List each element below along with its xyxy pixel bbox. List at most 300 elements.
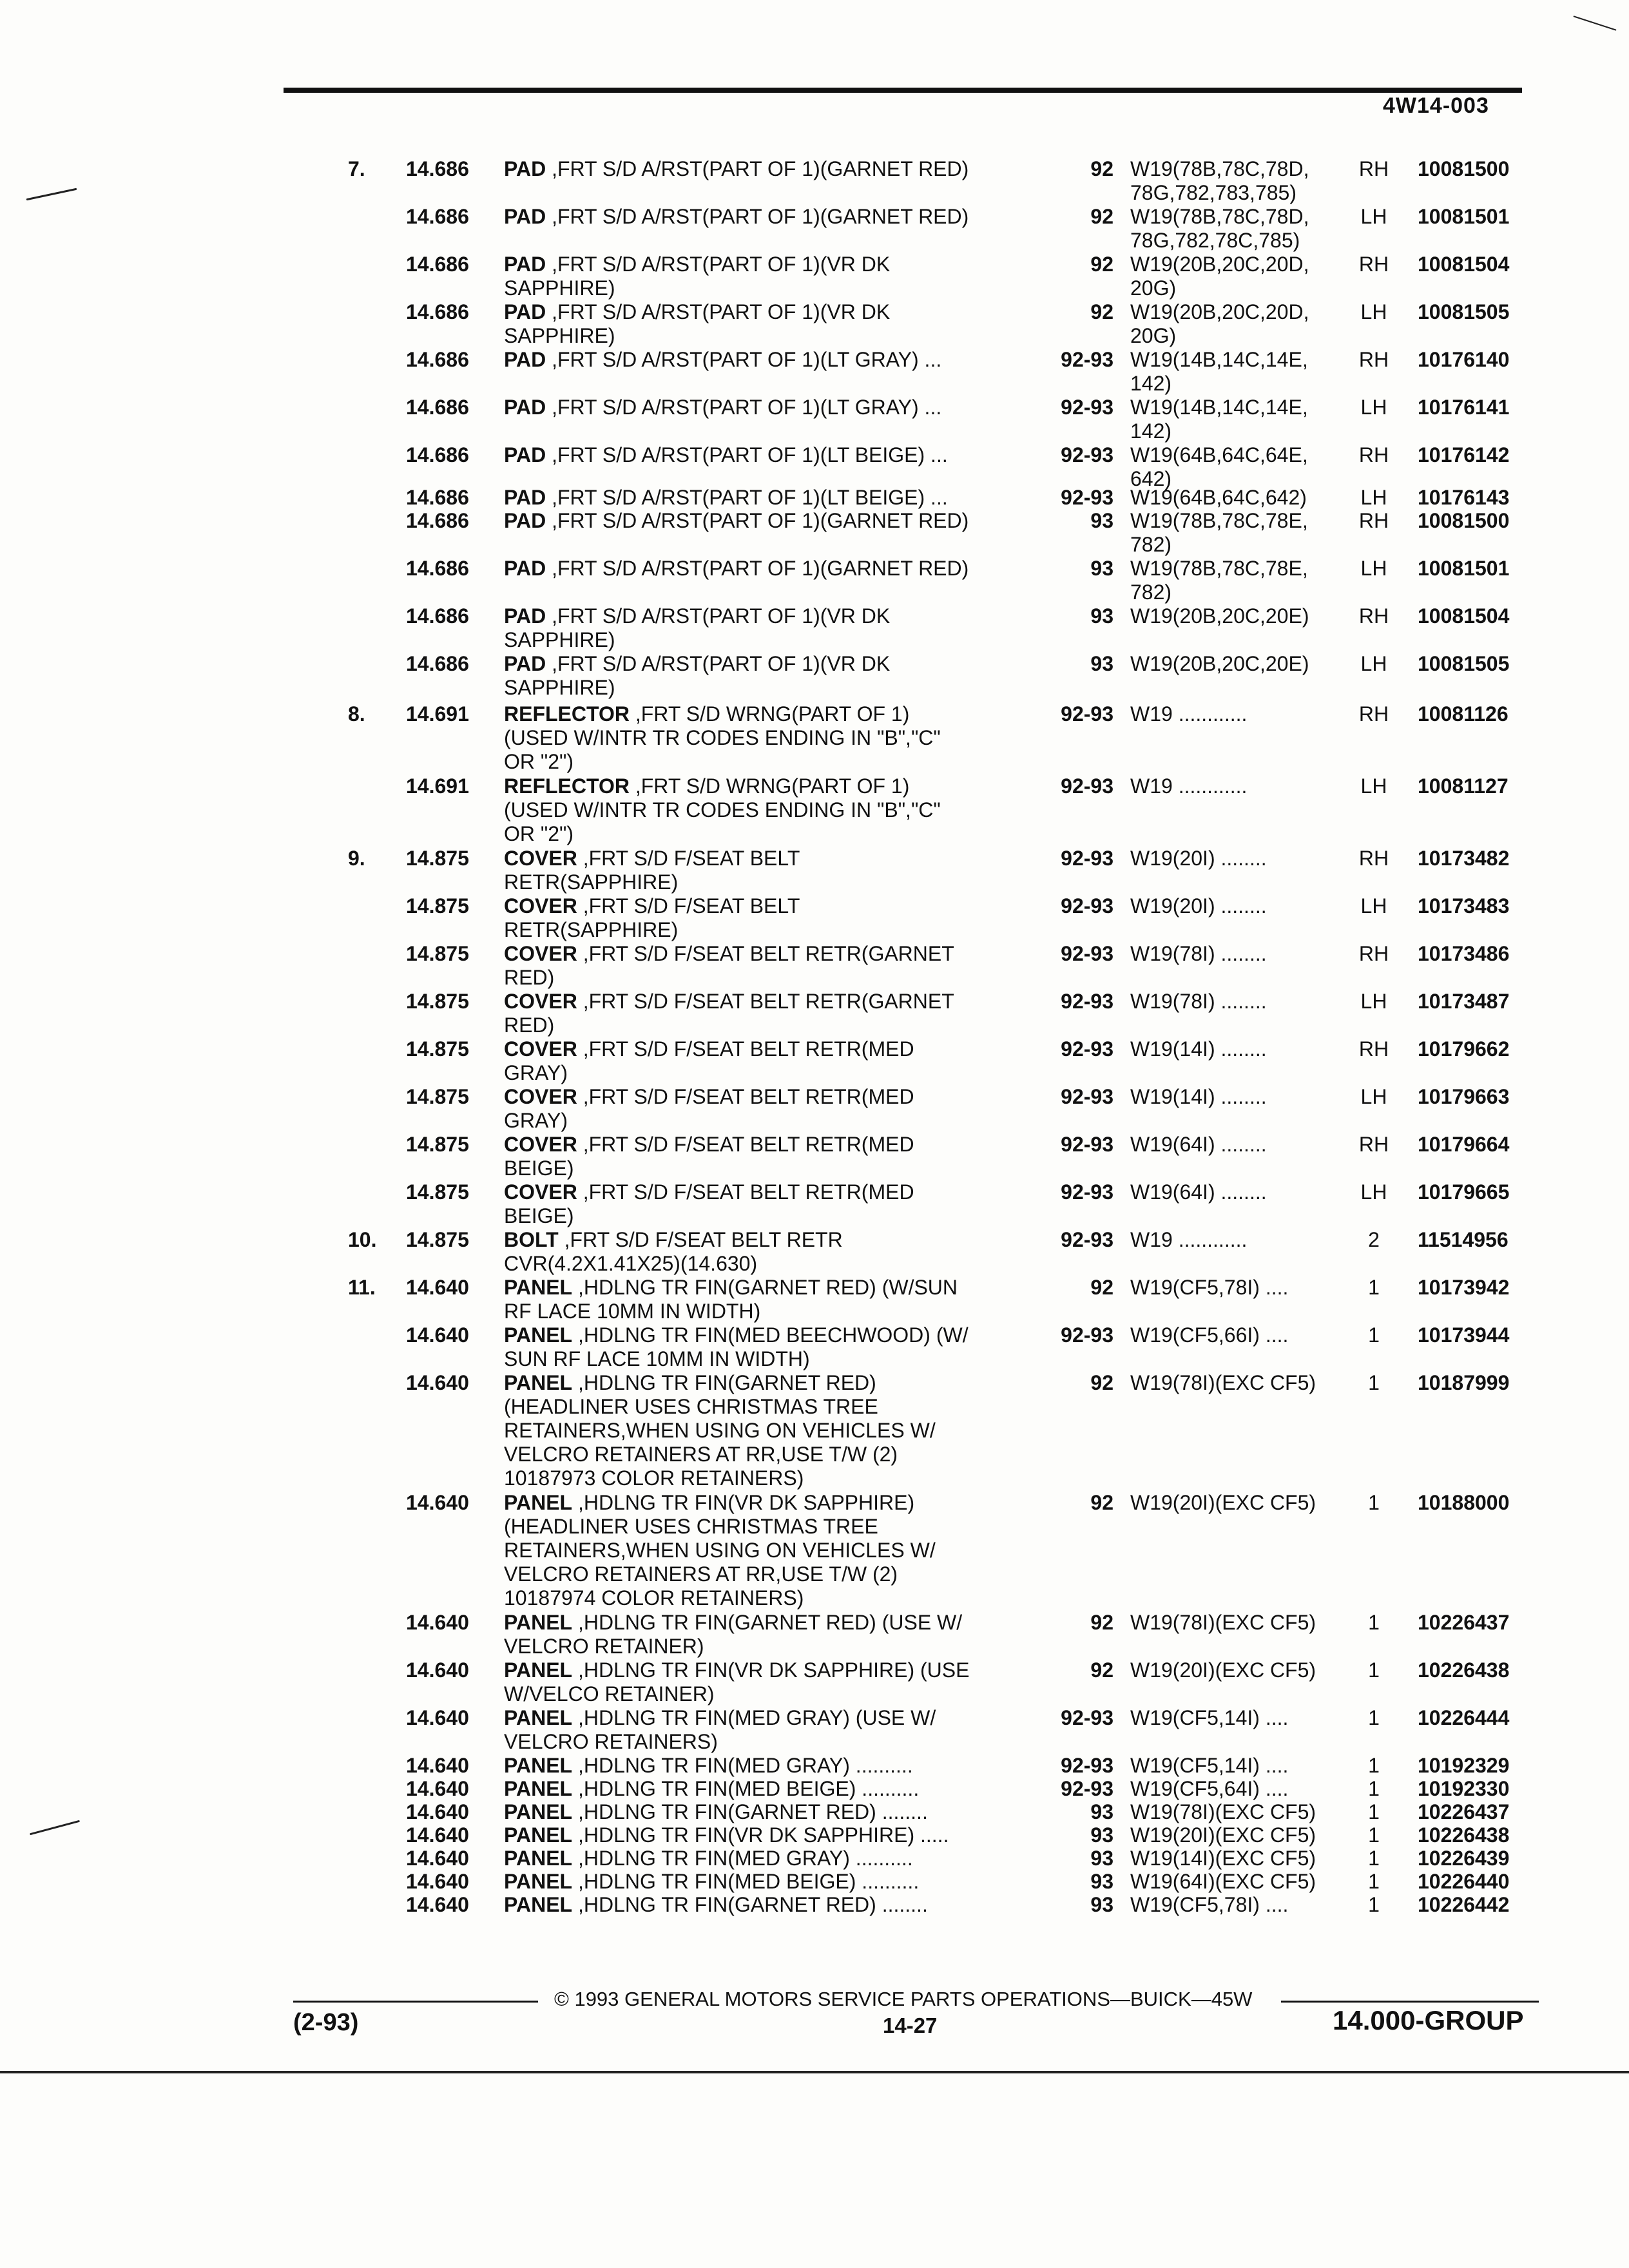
part-name: PANEL	[504, 1706, 573, 1729]
model-usage: W19(14I) ........	[1130, 1085, 1267, 1108]
part-number: 10081501	[1418, 205, 1510, 228]
model-usage: W19(20B,20C,20E)	[1130, 604, 1309, 628]
description	[504, 300, 1052, 348]
description-text: ,HDLNG TR FIN(VR DK SAPPHIRE) (HEADLINER USES CHRISTMAS TREE RETAINERS,WHEN USING ON VEHICLES W/ VELCRO RETAINERS AT RR,USE T/W (2) 10187974 COLOR RETAINERS)	[504, 1491, 936, 1610]
description-text: ,FRT S/D A/RST(PART OF 1)(GARNET RED)	[546, 509, 969, 532]
part-number: 10226439	[1418, 1847, 1510, 1870]
model-year: 93	[1090, 1823, 1113, 1847]
description	[504, 348, 1052, 372]
description	[504, 774, 1052, 846]
model-usage: W19(14I) ........	[1130, 1037, 1267, 1061]
group-number: 14.686	[406, 348, 469, 371]
bottom-rule	[0, 2071, 1629, 2073]
description	[504, 894, 1052, 942]
description-text: ,FRT S/D F/SEAT BELT RETR(MED GRAY)	[504, 1037, 914, 1084]
model-usage: W19(CF5,64I) ....	[1130, 1777, 1289, 1800]
description-text: ,FRT S/D F/SEAT BELT RETR(MED BEIGE)	[504, 1133, 914, 1180]
model-year: 93	[1090, 652, 1113, 675]
part-name: PANEL	[504, 1276, 573, 1299]
description	[504, 1085, 1052, 1133]
description	[504, 1323, 1052, 1371]
revision-date: (2-93)	[293, 2009, 359, 2036]
description-text: ,FRT S/D A/RST(PART OF 1)(GARNET RED)	[546, 557, 969, 580]
description	[504, 1611, 1052, 1658]
group-number: 14.875	[406, 990, 469, 1013]
quantity: 1	[1368, 1777, 1380, 1800]
description	[504, 157, 1052, 181]
group-number: 14.640	[406, 1893, 469, 1916]
model-usage: W19(64B,64C,642)	[1130, 486, 1307, 509]
group-number: 14.686	[406, 300, 469, 323]
quantity: RH	[1358, 253, 1389, 276]
description-text: ,FRT S/D WRNG(PART OF 1) (USED W/INTR TR CODES ENDING IN "B","C" OR "2")	[504, 702, 941, 773]
model-usage: W19(20B,20C,20E)	[1130, 652, 1309, 675]
description-text: ,HDLNG TR FIN(MED GRAY) ..........	[572, 1754, 913, 1777]
part-number: 10187999	[1418, 1371, 1510, 1394]
model-usage: W19(78B,78C,78E, 782)	[1130, 557, 1308, 604]
description	[504, 1893, 1052, 1917]
part-number: 10226438	[1418, 1823, 1510, 1847]
group-number: 14.686	[406, 396, 469, 419]
model-usage: W19(20I)(EXC CF5)	[1130, 1658, 1316, 1682]
quantity: RH	[1358, 509, 1389, 532]
quantity: 1	[1368, 1870, 1380, 1893]
part-number: 10081127	[1418, 774, 1509, 798]
model-usage: W19(20I)(EXC CF5)	[1130, 1823, 1316, 1847]
model-year: 92-93	[1061, 1133, 1113, 1156]
description-text: ,HDLNG TR FIN(MED GRAY) ..........	[572, 1847, 913, 1870]
quantity: 1	[1368, 1611, 1380, 1634]
group-number: 14.875	[406, 1085, 469, 1108]
description	[504, 1847, 1052, 1870]
model-year: 92-93	[1061, 1706, 1113, 1729]
model-year: 92	[1090, 1491, 1113, 1514]
quantity: LH	[1360, 990, 1387, 1013]
quantity: 1	[1368, 1754, 1380, 1777]
quantity: 1	[1368, 1491, 1380, 1514]
quantity: LH	[1360, 894, 1387, 918]
group-number: 14.686	[406, 253, 469, 276]
model-year: 92	[1090, 300, 1113, 323]
description-text: ,FRT S/D F/SEAT BELT RETR(GARNET RED)	[504, 942, 954, 989]
part-number: 10173483	[1418, 894, 1510, 918]
model-year: 92-93	[1061, 774, 1113, 798]
model-usage: W19(64B,64C,64E, 642)	[1130, 443, 1308, 490]
part-number: 10176143	[1418, 486, 1510, 509]
group-number: 14.686	[406, 604, 469, 628]
description-text: ,FRT S/D A/RST(PART OF 1)(VR DK SAPPHIRE)	[504, 300, 891, 347]
part-number: 10179663	[1418, 1085, 1510, 1108]
copyright-line: © 1993 GENERAL MOTORS SERVICE PARTS OPERATIONS—BUICK—45W	[554, 1988, 1253, 2010]
part-number: 10188000	[1418, 1491, 1510, 1514]
quantity: 1	[1368, 1658, 1380, 1682]
model-usage: W19(78I)(EXC CF5)	[1130, 1611, 1316, 1634]
quantity: LH	[1360, 486, 1387, 509]
item-ref: 10.	[348, 1228, 377, 1251]
model-year: 92-93	[1061, 348, 1113, 371]
part-number: 10226437	[1418, 1611, 1510, 1634]
document-id: 4W14-003	[1383, 93, 1489, 118]
description-text: ,FRT S/D A/RST(PART OF 1)(LT GRAY) ...	[546, 348, 942, 371]
model-year: 92-93	[1061, 486, 1113, 509]
quantity: 1	[1368, 1823, 1380, 1847]
part-name: PAD	[504, 157, 546, 180]
part-name: PAD	[504, 396, 546, 419]
part-name: COVER	[504, 1085, 577, 1108]
model-year: 92	[1090, 205, 1113, 228]
model-year: 92-93	[1061, 1180, 1113, 1204]
part-name: REFLECTOR	[504, 774, 630, 798]
description-text: ,HDLNG TR FIN(VR DK SAPPHIRE) (USE W/VELCO RETAINER)	[504, 1658, 970, 1706]
description	[504, 1491, 1052, 1610]
model-year: 92-93	[1061, 443, 1113, 466]
group-number: 14.640	[406, 1491, 469, 1514]
group-number: 14.686	[406, 486, 469, 509]
quantity: LH	[1360, 1085, 1387, 1108]
description	[504, 1800, 1052, 1824]
part-name: COVER	[504, 894, 577, 918]
model-year: 92-93	[1061, 894, 1113, 918]
group-number: 14.640	[406, 1800, 469, 1823]
page-number: 14-27	[883, 2013, 938, 2037]
part-name: REFLECTOR	[504, 702, 630, 726]
item-ref: 9.	[348, 847, 365, 870]
group-number: 14.640	[406, 1611, 469, 1634]
part-number: 10081126	[1418, 702, 1509, 726]
part-number: 10179662	[1418, 1037, 1510, 1061]
part-name: PANEL	[504, 1800, 573, 1823]
model-year: 92-93	[1061, 1323, 1113, 1347]
group-number: 14.640	[406, 1658, 469, 1682]
quantity: RH	[1358, 443, 1389, 466]
model-usage: W19(78B,78C,78D, 78G,782,78C,785)	[1130, 205, 1309, 252]
description-text: ,FRT S/D A/RST(PART OF 1)(LT BEIGE) ...	[546, 443, 948, 466]
quantity: 1	[1368, 1276, 1380, 1299]
part-number: 10081504	[1418, 604, 1510, 628]
part-name: PAD	[504, 509, 546, 532]
quantity: 1	[1368, 1800, 1380, 1823]
model-year: 92	[1090, 1371, 1113, 1394]
model-year: 93	[1090, 1893, 1113, 1916]
description	[504, 1276, 1052, 1323]
group-number: 14.686	[406, 509, 469, 532]
description	[504, 486, 1052, 510]
description-text: ,HDLNG TR FIN(GARNET RED) ........	[572, 1800, 928, 1823]
part-number: 10176141	[1418, 396, 1510, 419]
description-text: ,FRT S/D A/RST(PART OF 1)(LT GRAY) ...	[546, 396, 942, 419]
model-year: 93	[1090, 509, 1113, 532]
model-usage: W19(20I) ........	[1130, 847, 1267, 870]
model-usage: W19(20I)(EXC CF5)	[1130, 1491, 1316, 1514]
part-number: 10226442	[1418, 1893, 1510, 1916]
quantity: 1	[1368, 1893, 1380, 1916]
part-number: 10226437	[1418, 1800, 1510, 1823]
group-number: 14.640	[406, 1847, 469, 1870]
description	[504, 1371, 1052, 1490]
model-usage: W19(CF5,66I) ....	[1130, 1323, 1289, 1347]
model-year: 92-93	[1061, 990, 1113, 1013]
part-number: 10176142	[1418, 443, 1510, 466]
description	[504, 652, 1052, 700]
description-text: ,FRT S/D A/RST(PART OF 1)(GARNET RED)	[546, 157, 969, 180]
description	[504, 396, 1052, 419]
description-text: ,FRT S/D F/SEAT BELT RETR(SAPPHIRE)	[504, 894, 800, 941]
quantity: RH	[1358, 702, 1389, 726]
model-year: 92-93	[1061, 1228, 1113, 1251]
model-usage: W19(20B,20C,20D, 20G)	[1130, 300, 1309, 347]
part-name: PANEL	[504, 1754, 573, 1777]
part-name: PAD	[504, 557, 546, 580]
group-number: 14.000-GROUP	[1333, 2005, 1524, 2035]
description	[504, 990, 1052, 1037]
model-year: 92	[1090, 157, 1113, 180]
part-number: 10173944	[1418, 1323, 1510, 1347]
model-usage: W19(14B,14C,14E, 142)	[1130, 348, 1308, 395]
part-name: COVER	[504, 942, 577, 965]
part-name: COVER	[504, 1180, 577, 1204]
description	[504, 1037, 1052, 1085]
group-number: 14.640	[406, 1323, 469, 1347]
part-name: PAD	[504, 205, 546, 228]
part-name: PAD	[504, 652, 546, 675]
group-number: 14.640	[406, 1276, 469, 1299]
description	[504, 942, 1052, 990]
quantity: 1	[1368, 1323, 1380, 1347]
part-name: PANEL	[504, 1847, 573, 1870]
description-text: ,HDLNG TR FIN(MED BEECHWOOD) (W/ SUN RF LACE 10MM IN WIDTH)	[504, 1323, 969, 1370]
group-number: 14.686	[406, 157, 469, 180]
description-text: ,FRT S/D F/SEAT BELT RETR CVR(4.2X1.41X25)(14.630)	[504, 1228, 843, 1275]
footer-rule-left	[293, 2001, 538, 2003]
group-number: 14.640	[406, 1777, 469, 1800]
group-number: 14.875	[406, 1180, 469, 1204]
part-name: PANEL	[504, 1823, 573, 1847]
quantity: LH	[1360, 652, 1387, 675]
description-text: ,HDLNG TR FIN(VR DK SAPPHIRE) .....	[572, 1823, 949, 1847]
model-usage: W19(CF5,14I) ....	[1130, 1706, 1289, 1729]
model-year: 93	[1090, 604, 1113, 628]
quantity: RH	[1358, 348, 1389, 371]
model-year: 92-93	[1061, 1085, 1113, 1108]
group-number: 14.875	[406, 942, 469, 965]
part-name: PAD	[504, 348, 546, 371]
model-year: 93	[1090, 1847, 1113, 1870]
model-year: 92-93	[1061, 847, 1113, 870]
footer-rule-right	[1281, 2001, 1539, 2003]
part-number: 10081505	[1418, 300, 1510, 323]
group-number: 14.875	[406, 1037, 469, 1061]
item-ref: 8.	[348, 702, 365, 726]
group-number: 14.686	[406, 652, 469, 675]
part-number: 10081500	[1418, 157, 1510, 180]
description-text: ,FRT S/D A/RST(PART OF 1)(VR DK SAPPHIRE)	[504, 652, 891, 699]
model-year: 92	[1090, 1658, 1113, 1682]
quantity: RH	[1358, 1133, 1389, 1156]
model-usage: W19(20B,20C,20D, 20G)	[1130, 253, 1309, 300]
part-number: 11514956	[1418, 1228, 1509, 1251]
model-usage: W19 ............	[1130, 774, 1248, 798]
model-usage: W19(64I) ........	[1130, 1180, 1267, 1204]
part-number: 10081505	[1418, 652, 1510, 675]
group-number: 14.640	[406, 1754, 469, 1777]
part-name: PAD	[504, 604, 546, 628]
model-year: 92-93	[1061, 702, 1113, 726]
model-usage: W19(78I)(EXC CF5)	[1130, 1371, 1316, 1394]
model-year: 92-93	[1061, 1754, 1113, 1777]
description	[504, 443, 1052, 467]
description	[504, 1228, 1052, 1276]
description	[504, 509, 1052, 533]
part-number: 10081504	[1418, 253, 1510, 276]
description-text: ,FRT S/D A/RST(PART OF 1)(VR DK SAPPHIRE)	[504, 253, 891, 300]
part-name: PAD	[504, 443, 546, 466]
part-number: 10192330	[1418, 1777, 1510, 1800]
description	[504, 1754, 1052, 1778]
model-year: 92-93	[1061, 1037, 1113, 1061]
group-number: 14.686	[406, 443, 469, 466]
quantity: LH	[1360, 300, 1387, 323]
description-text: ,FRT S/D WRNG(PART OF 1) (USED W/INTR TR CODES ENDING IN "B","C" OR "2")	[504, 774, 941, 845]
part-number: 10081501	[1418, 557, 1510, 580]
quantity: 1	[1368, 1706, 1380, 1729]
description-text: ,FRT S/D F/SEAT BELT RETR(SAPPHIRE)	[504, 847, 800, 894]
group-number: 14.875	[406, 1228, 469, 1251]
model-usage: W19(78I) ........	[1130, 990, 1267, 1013]
part-name: PANEL	[504, 1893, 573, 1916]
part-name: BOLT	[504, 1228, 559, 1251]
description	[504, 557, 1052, 581]
quantity: RH	[1358, 1037, 1389, 1061]
description	[504, 1870, 1052, 1894]
model-usage: W19(78I) ........	[1130, 942, 1267, 965]
group-number: 14.686	[406, 557, 469, 580]
description-text: ,FRT S/D A/RST(PART OF 1)(VR DK SAPPHIRE)	[504, 604, 891, 651]
model-usage: W19(14B,14C,14E, 142)	[1130, 396, 1308, 443]
item-ref: 11.	[348, 1276, 376, 1299]
description-text: ,HDLNG TR FIN(GARNET RED) ........	[572, 1893, 928, 1916]
part-name: PAD	[504, 253, 546, 276]
description	[504, 253, 1052, 300]
part-number: 10081500	[1418, 509, 1510, 532]
quantity: LH	[1360, 774, 1387, 798]
description	[504, 1777, 1052, 1801]
model-usage: W19 ............	[1130, 702, 1248, 726]
part-name: PAD	[504, 486, 546, 509]
part-name: PANEL	[504, 1371, 573, 1394]
part-number: 10226440	[1418, 1870, 1510, 1893]
model-usage: W19(78B,78C,78D, 78G,782,783,785)	[1130, 157, 1309, 204]
part-number: 10179664	[1418, 1133, 1510, 1156]
part-number: 10192329	[1418, 1754, 1510, 1777]
quantity: LH	[1360, 396, 1387, 419]
part-name: PANEL	[504, 1658, 573, 1682]
model-usage: W19 ............	[1130, 1228, 1248, 1251]
part-number: 10226438	[1418, 1658, 1510, 1682]
quantity: RH	[1358, 942, 1389, 965]
description-text: ,FRT S/D F/SEAT BELT RETR(MED BEIGE)	[504, 1180, 914, 1227]
description-text: ,HDLNG TR FIN(MED BEIGE) ..........	[572, 1870, 920, 1893]
part-number: 10173942	[1418, 1276, 1510, 1299]
model-year: 92-93	[1061, 1777, 1113, 1800]
description	[504, 205, 1052, 229]
description-text: ,FRT S/D F/SEAT BELT RETR(GARNET RED)	[504, 990, 954, 1037]
model-usage: W19(20I) ........	[1130, 894, 1267, 918]
model-usage: W19(78B,78C,78E, 782)	[1130, 509, 1308, 556]
description-text: ,FRT S/D A/RST(PART OF 1)(GARNET RED)	[546, 205, 969, 228]
quantity: 1	[1368, 1371, 1380, 1394]
group-number: 14.875	[406, 1133, 469, 1156]
model-year: 92	[1090, 1276, 1113, 1299]
model-usage: W19(78I)(EXC CF5)	[1130, 1800, 1316, 1823]
model-usage: W19(64I) ........	[1130, 1133, 1267, 1156]
quantity: 1	[1368, 1847, 1380, 1870]
description-text: ,HDLNG TR FIN(GARNET RED) (USE W/ VELCRO RETAINER)	[504, 1611, 963, 1658]
part-name: COVER	[504, 847, 577, 870]
description-text: ,HDLNG TR FIN(GARNET RED) (W/SUN RF LACE 10MM IN WIDTH)	[504, 1276, 958, 1323]
description	[504, 1658, 1052, 1706]
model-usage: W19(64I)(EXC CF5)	[1130, 1870, 1316, 1893]
group-number: 14.875	[406, 847, 469, 870]
description	[504, 1180, 1052, 1228]
group-number: 14.640	[406, 1706, 469, 1729]
part-name: COVER	[504, 990, 577, 1013]
description	[504, 604, 1052, 652]
part-name: PANEL	[504, 1323, 573, 1347]
part-number: 10226444	[1418, 1706, 1510, 1729]
model-year: 93	[1090, 1870, 1113, 1893]
model-year: 92	[1090, 253, 1113, 276]
quantity: RH	[1358, 157, 1389, 180]
part-number: 10176140	[1418, 348, 1510, 371]
quantity: RH	[1358, 604, 1389, 628]
quantity: LH	[1360, 557, 1387, 580]
model-usage: W19(CF5,78I) ....	[1130, 1276, 1289, 1299]
model-year: 93	[1090, 1800, 1113, 1823]
group-number: 14.875	[406, 894, 469, 918]
part-name: PANEL	[504, 1870, 573, 1893]
group-number: 14.640	[406, 1371, 469, 1394]
description-text: ,HDLNG TR FIN(MED GRAY) (USE W/ VELCRO RETAINERS)	[504, 1706, 936, 1753]
description-text: ,HDLNG TR FIN(MED BEIGE) ..........	[572, 1777, 920, 1800]
description	[504, 847, 1052, 894]
description-text: ,FRT S/D F/SEAT BELT RETR(MED GRAY)	[504, 1085, 914, 1132]
part-name: COVER	[504, 1133, 577, 1156]
description	[504, 702, 1052, 774]
part-name: PANEL	[504, 1777, 573, 1800]
quantity: LH	[1360, 1180, 1387, 1204]
description-text: ,HDLNG TR FIN(GARNET RED) (HEADLINER USES CHRISTMAS TREE RETAINERS,WHEN USING ON VEHICLES W/ VELCRO RETAINERS AT RR,USE T/W (2) 10187973 COLOR RETAINERS)	[504, 1371, 936, 1490]
model-usage: W19(14I)(EXC CF5)	[1130, 1847, 1316, 1870]
quantity: RH	[1358, 847, 1389, 870]
part-name: PANEL	[504, 1611, 573, 1634]
part-number: 10173482	[1418, 847, 1510, 870]
part-name: COVER	[504, 1037, 577, 1061]
group-number: 14.691	[406, 774, 469, 798]
quantity: 2	[1368, 1228, 1380, 1251]
description	[504, 1823, 1052, 1847]
model-usage: W19(CF5,78I) ....	[1130, 1893, 1289, 1916]
model-year: 93	[1090, 557, 1113, 580]
description	[504, 1133, 1052, 1180]
part-number: 10173486	[1418, 942, 1510, 965]
model-year: 92-93	[1061, 942, 1113, 965]
model-usage: W19(CF5,14I) ....	[1130, 1754, 1289, 1777]
group-number: 14.691	[406, 702, 469, 726]
part-number: 10179665	[1418, 1180, 1510, 1204]
group-number: 14.686	[406, 205, 469, 228]
model-year: 92-93	[1061, 396, 1113, 419]
part-number: 10173487	[1418, 990, 1510, 1013]
